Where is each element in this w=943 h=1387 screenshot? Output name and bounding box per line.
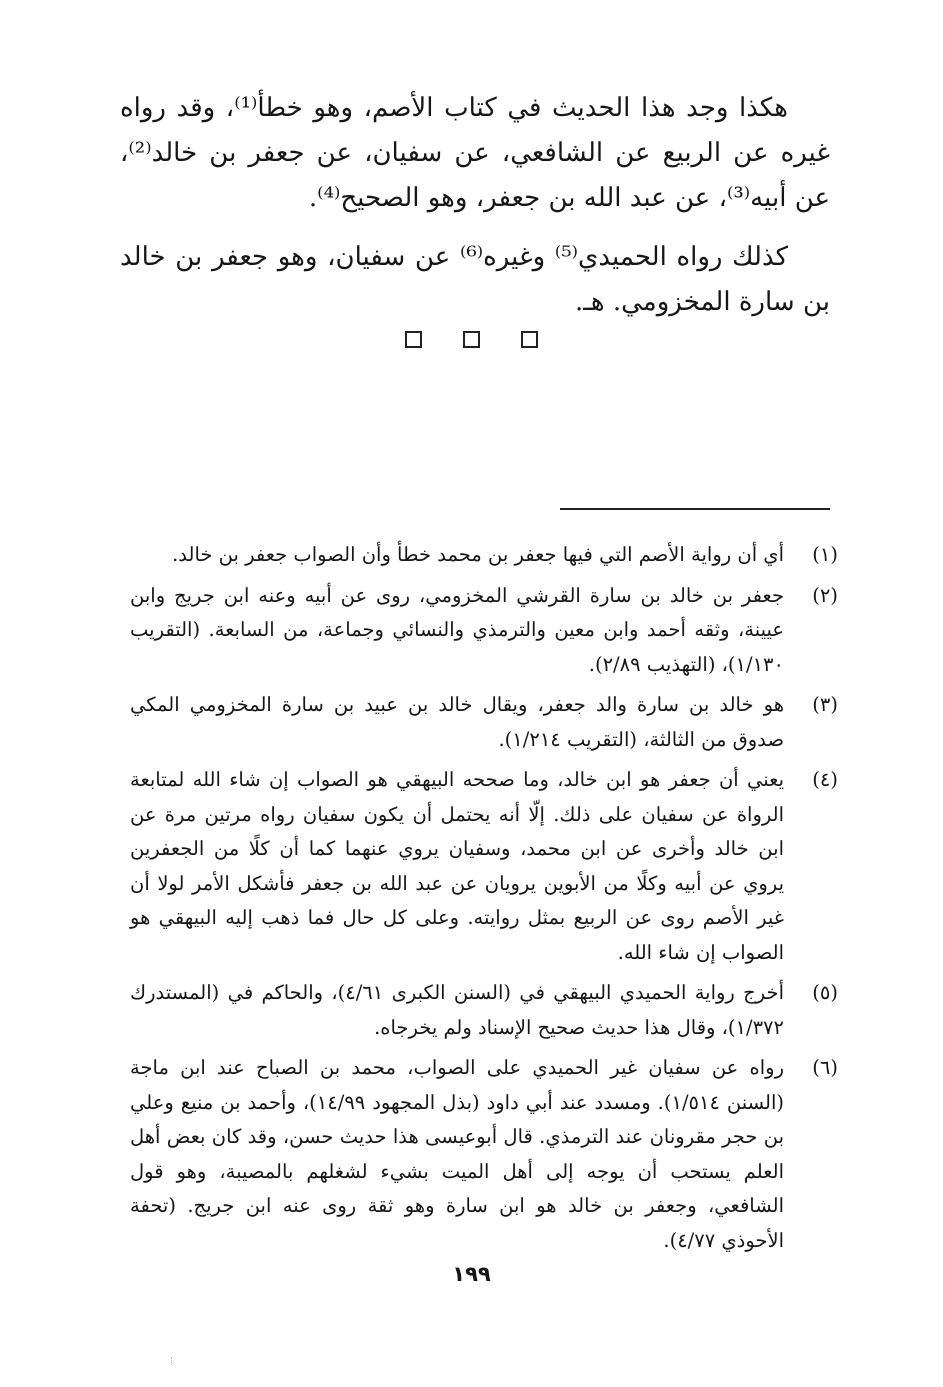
main-text	[120, 86, 830, 325]
section-end-marks	[0, 331, 943, 352]
footnote-number: (٥)	[812, 981, 838, 1004]
square-ornament-icon	[405, 331, 422, 348]
footnote-item	[130, 1051, 838, 1258]
page-number: ١٩٩	[452, 1262, 491, 1286]
footnote-item	[130, 688, 838, 757]
scan-speck	[171, 1357, 176, 1365]
footnote-text: رواه عن سفيان غير الحميدي على الصواب، محمد بن الصباح عند ابن ماجة (السنن ١/٥١٤). ومسدد عند أبي داود (بذل المجهود ١٤/٩٩)، وأحمد بن منيع وعلي بن حجر مقرونان عند الترمذي. قال أبوعيسى هذا حديث حسن، وقد كان بعض أهل العلم يستحب أن يوجه إلى أهل الميت بشيء لشغلهم بالمصيبة، وهو قول الشافعي، وجعفر بن خالد هو ابن سارة وهو ثقة روى عنه ابن جريج. (تحفة الأحوذي ٤/٧٧).	[130, 1056, 784, 1252]
main-paragraph: كذلك رواه الحميدي⁽⁵⁾ وغيره⁽⁶⁾ عن سفيان، وهو جعفر بن خالد بن سارة المخزومي. هـ.	[120, 242, 830, 317]
footnote-number: (٣)	[812, 693, 838, 716]
footnote-item	[130, 976, 838, 1045]
footnote-number: (١)	[812, 543, 838, 566]
footnotes	[130, 538, 838, 1264]
footnote-text: يعني أن جعفر هو ابن خالد، وما صححه البيهقي هو الصواب إن شاء الله لمتابعة الرواة عن سفيان على ذلك. إلّا أنه يحتمل أن يكون سفيان رواه مرتين مرة عن ابن خالد وأخرى عن ابن محمد، وسفيان يروي عنهما كما أن كلًا من الجعفرين يروي عن أبيه وكلًا من الأبوين يرويان عن عبد الله بن جعفر فأشكل الأمر لولا أن غير الأصم روى عن الربيع بمثل روايته. وعلى كل حال فما ذهب إليه البيهقي هو الصواب إن شاء الله.	[130, 768, 784, 964]
main-paragraph: هكذا وجد هذا الحديث في كتاب الأصم، وهو خطأ⁽¹⁾، وقد رواه غيره عن الربيع عن الشافعي، عن سفيان، عن جعفر بن خالد⁽²⁾، عن أبيه⁽³⁾، عن عبد الله بن جعفر، وهو الصحيح⁽⁴⁾.	[120, 93, 830, 213]
footnote-item	[130, 538, 838, 573]
footnote-text: أخرج رواية الحميدي البيهقي في (السنن الكبرى ٤/٦١)، والحاكم في (المستدرك ١/٣٧٢)، وقال هذا حديث صحيح الإسناد ولم يخرجاه.	[130, 981, 784, 1039]
footnote-item	[130, 579, 838, 683]
footnote-text: جعفر بن خالد بن سارة القرشي المخزومي، روى عن أبيه وعنه ابن جريج وابن عيينة، وثقه أحمد وابن معين والترمذي والنسائي وجماعة، من السابعة. (التقريب ١/١٣٠)، (التهذيب ٢/٨٩).	[130, 583, 784, 676]
footnote-number: (٢)	[812, 583, 838, 607]
square-ornament-icon	[463, 331, 480, 348]
footnote-number: (٦)	[812, 1056, 838, 1079]
footnote-number: (٤)	[812, 768, 838, 791]
footnote-text: هو خالد بن سارة والد جعفر، ويقال خالد بن عبيد بن سارة المخزومي المكي صدوق من الثالثة، (التقريب ١/٢١٤).	[130, 693, 784, 751]
footnote-separator	[560, 508, 830, 510]
footnote-item	[130, 763, 838, 970]
footnote-text: أي أن رواية الأصم التي فيها جعفر بن محمد خطأ وأن الصواب جعفر بن خالد.	[172, 543, 784, 566]
square-ornament-icon	[521, 331, 538, 348]
